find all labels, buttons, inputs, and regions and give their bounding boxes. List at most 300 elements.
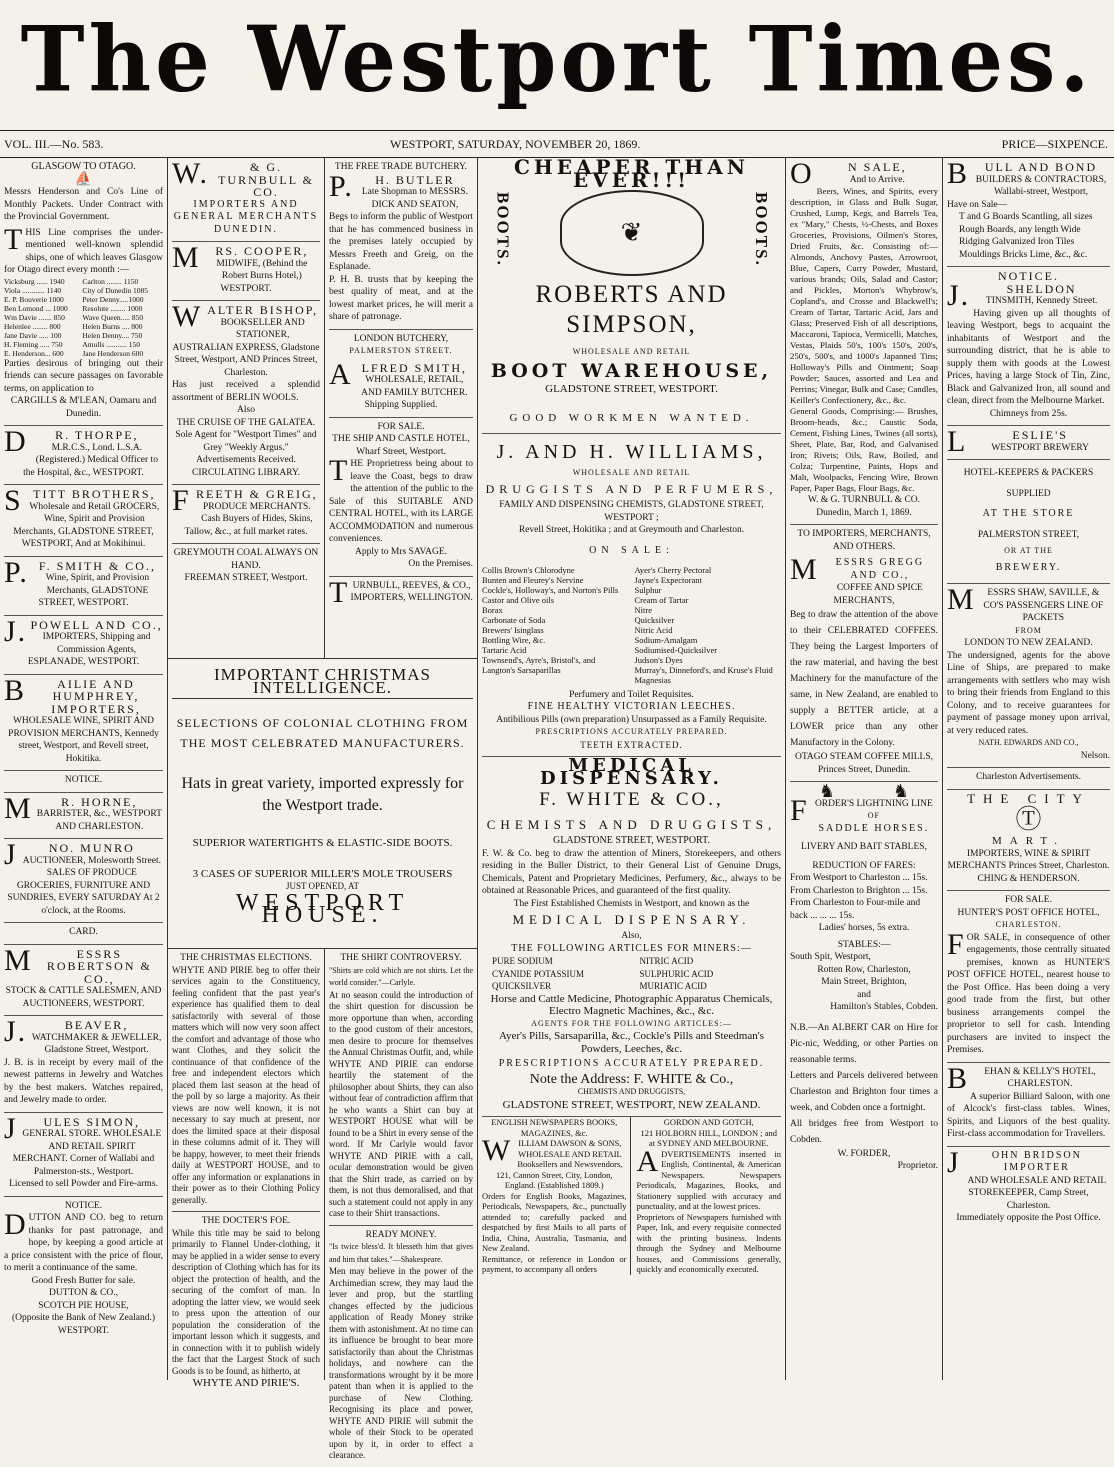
- ad-heading: JNO. MUNRO: [4, 838, 135, 871]
- ad-text: T and G Boards Scantling, all sizes Rough Boards, any length Wide Ridging Galvanized Iron Tiles Mouldings Bricks Lime, &c., &c.: [959, 212, 1093, 260]
- ad-text: A superior Billiard Saloon, with one of Alcock's first-class tables. Wines, Spirits, and Liquors of the best quality. First-class accommodation for Travellers.: [947, 1091, 1110, 1139]
- ad-heading: ON SALE:: [589, 544, 674, 556]
- ad-text: Wine, Spirit, and Provision Merchants, GLADSTONE STREET, WESTPORT.: [38, 573, 150, 608]
- list-item: Tartaric Acid: [482, 644, 527, 655]
- advert-greymouth: [172, 544, 320, 590]
- list-item: Brewers' Isinglass: [482, 624, 544, 635]
- ad-text: AGENTS FOR THE FOLLOWING ARTICLES:—: [531, 1018, 732, 1028]
- ad-heading: F. WHITE & CO.,: [539, 789, 724, 810]
- ad-text: BARRISTER, &c., WESTPORT AND CHARLESTON.: [36, 809, 162, 832]
- ad-heading: LONDON TO NEW ZEALAND.: [964, 638, 1093, 648]
- ad-heading: THE CITY: [967, 790, 1090, 806]
- boots-row: [482, 186, 781, 280]
- ad-text: W. FORDER,: [837, 1148, 891, 1159]
- advert-butler: [329, 158, 473, 330]
- ad-text: Horse and Cattle Medicine, Photographic Apparatus Chemicals, Electro Magnetic Machines, &c., &c.: [490, 992, 773, 1017]
- goods-right: [635, 565, 782, 685]
- ad-heading: J.SHELDON: [947, 278, 1077, 312]
- advert-powell: [4, 616, 163, 675]
- advert-hotel-keepers: [947, 460, 1110, 584]
- ad-text: M.R.C.S., Lond. L.S.A. (Registered.) Medical Officer to the Hospital, &c., WESTPORT.: [23, 442, 158, 478]
- ad-text: AUCTIONEER, Molesworth Street. SALES OF PRODUCE GROCERIES, FURNITURE AND SUNDRIES, EVERY SATURDAY At 2 o'clock, at the Rooms.: [7, 855, 161, 916]
- ship-cell: Wm Davie ....... 850: [4, 312, 65, 322]
- ad-text: THE SHIP AND CASTLE HOTEL,: [332, 434, 470, 444]
- advert-reeves: [329, 577, 473, 610]
- list-item: Nitre: [634, 604, 652, 615]
- advert-robertson: [4, 945, 163, 1017]
- ad-text: On the Premises.: [408, 559, 473, 569]
- advert-baillie: [4, 675, 163, 772]
- advert-bull-bond: [947, 158, 1110, 267]
- ship-cell: Wave Queen..... 850: [82, 312, 144, 322]
- column-3-lower: [325, 948, 478, 1460]
- ad-text: JUST OPENED, AT: [285, 881, 360, 891]
- advert-smith: [4, 557, 163, 616]
- advert-on-sale: [790, 158, 938, 525]
- ad-text: Has just received a splendid assortment of BERLIN WOOLS.: [172, 380, 320, 403]
- ad-text: Begs to inform the public of Westport that he has commenced business in the premises lately occupied by Messrs Freeth and Greig, on the Esplanade.: [329, 212, 473, 272]
- advert-freeth: [172, 485, 320, 544]
- column-3: [325, 158, 478, 658]
- ad-heading: ENGLISH NEWSPAPERS BOOKS, MAGAZINES, &c.: [491, 1117, 618, 1138]
- ad-heading: READY MONEY.: [365, 1229, 437, 1240]
- ship-cell: H. Fleming ..... 750: [4, 339, 63, 349]
- ad-heading: BULL AND BOND: [947, 157, 1098, 190]
- ad-text: CARGILLS & M'LEAN, Oamaru and Dunedin.: [10, 396, 157, 419]
- ad-text: Perfumery and Toilet Requisites.: [569, 689, 694, 700]
- ship-cell: Helenlee ........ 800: [4, 321, 61, 331]
- advert-elections: [172, 949, 320, 1212]
- ad-text: WHYTE AND PIRIE beg to offer their services again to the Constituency, feeling confident that the past year's experience has qualified them to deal satisfactorily with several of those matters which will now very soon affect the comfort and advantage of those who want Clothes, and they solicit the continuance of that confidence of the free and independent electors which placed them last season at the head of the poll by so large a majority. As their views are now well known, it is not necessary to say much at present, nor does the limited space at their disposal in these columns admit of it. They will be happy, however, to meet their friends daily at WESTPORT HOUSE, and to offer any information or explanations in their power as to their Clothing Policy generally.: [172, 964, 320, 1205]
- ad-heading: Charleston Advertisements.: [975, 772, 1081, 782]
- advert-dutton: [4, 1197, 163, 1343]
- ship-cell: Jane Davie ..... 100: [4, 330, 62, 340]
- list-item: Judson's Dyes: [634, 654, 683, 665]
- ad-heading: J.POWELL AND CO.,: [4, 614, 163, 648]
- ad-text: GLADSTONE STREET, WESTPORT, NEW ZEALAND.: [502, 1098, 761, 1111]
- ad-heading: GLASGOW TO OTAGO.: [31, 161, 136, 172]
- ad-text: WHOLESALE AND RETAIL Booksellers and Newsvendors, 121, Cannon Street, City, London, England. (Established 1809.): [495, 1148, 623, 1190]
- list-item: Carbonate of Soda: [482, 614, 546, 625]
- advert-notice: [4, 771, 163, 793]
- column-5: [786, 158, 943, 1380]
- ad-text: Messrs Henderson and Co's Line of Monthly Packets. Under Contract with the Provincial Government.: [4, 187, 163, 222]
- list-item: Bunten and Fleurey's Nervine: [482, 574, 584, 585]
- ad-text: At no season could the introduction of the shirt question for discussion be more opportune than when, according to the good custom of their ancestors, men desire to procure for themselves the Annual Christmas Outfit, and, while WHYTE AND PIRIE can endorse heartily the statement of the philosopher about Shirts, they can also without fear of contradiction affirm that he who wants a Shirt can buy at WESTPORT HOUSE what will be found to be a Shirt in every sense of the word. If Mr Carlyle would favor WHYTE AND PIRIE with a call, ocular demonstration would be given that the Shirt trade, as carried on by them, is not thus demoralised, and that such a statement could not apply in any case to their Shirt transactions.: [329, 989, 473, 1218]
- advert-turnbull: [172, 158, 320, 242]
- column-4: [478, 155, 786, 1380]
- fare-row: From Westport to Charleston ... 15s.: [790, 873, 928, 883]
- ad-text: ADVERTISEMENTS inserted in English, Continental, & American Newspapers. Newspapers Periodicals, Magazines, Books, and Stationery supplied with accuracy and punctuality, and at the lowest prices.: [636, 1144, 781, 1211]
- ad-heading: TO IMPORTERS, MERCHANTS, AND OTHERS.: [797, 529, 931, 552]
- list-item: Murray's, Dinneford's, and Kruse's Fluid Magnesias: [634, 664, 773, 685]
- ad-text: PRESCRIPTIONS ACCURATELY PREPARED.: [498, 1058, 765, 1069]
- ad-text: Proprietor.: [897, 1161, 938, 1171]
- ad-text: 121 HOLBORN HILL, LONDON ; and at SYDNEY AND MELBOURNE.: [640, 1127, 777, 1148]
- ad-text: BUILDERS & CONTRACTORS, Wallabi-street, Westport,: [975, 174, 1107, 197]
- ad-heading: THE FREE TRADE BUTCHERY.: [334, 162, 468, 172]
- ad-heading: NOTICE.: [64, 1200, 103, 1211]
- ad-text: GLADSTONE STREET, WESTPORT.: [553, 835, 710, 846]
- advert-for-sale: [329, 418, 473, 577]
- ad-text: NATH. EDWARDS AND CO.,: [978, 738, 1079, 747]
- ship-cell: Jane Henderson 600: [82, 348, 144, 358]
- ad-text: Shipping Supplied.: [364, 400, 438, 410]
- list-item: Collis Brown's Chlorodyne: [482, 564, 575, 575]
- ad-text: THIS Line comprises the under-mentioned well-known splendid ships, one of which leaves Glasgow for Otago direct every month :—: [4, 222, 163, 275]
- ad-text: While this title may be said to belong primarily to Flannel Under-clothing, it may be applied in a wider sense to every description of Clothing which has for its object the protection of health, and the securing of the comfort of man. In adopting the latter view, we would seek to press upon the attention of our population the consideration of the important lesson which it suggests, and in connection with it to publish widely the fact that the Largest Stock of such Goods is to be found, as hitherto, at: [172, 1227, 320, 1376]
- ad-heading: ON SALE,: [790, 157, 907, 190]
- advert-gregg: [790, 525, 938, 782]
- ad-text: Good Fresh Butter for sale.: [31, 1275, 136, 1286]
- tea-ornament-icon: Ⓣ: [1015, 805, 1042, 834]
- ad-text: CHING & HENDERSON.: [977, 873, 1080, 884]
- ad-text: Also: [237, 405, 255, 415]
- advert-behan: [947, 1063, 1110, 1147]
- ad-text: Revell Street, Hokitika ; and at Greymouth and Charleston.: [518, 525, 745, 535]
- ad-heading: NOTICE.: [64, 775, 103, 785]
- advert-card: [4, 923, 163, 945]
- ad-text: FROM: [1015, 625, 1042, 635]
- ad-heading: NOTICE.: [998, 269, 1059, 283]
- ad-heading: ALFRED SMITH,: [329, 357, 467, 391]
- advert-english: [482, 1117, 631, 1275]
- ad-text: Letters and Parcels delivered between Charleston and Brighton four times a week, and Cobden once a fortnight.: [790, 1070, 938, 1113]
- ad-text: OTAGO STEAM COFFEE MILLS,: [794, 752, 934, 762]
- ad-text: N.B.—An ALBERT CAR on Hire for Pic-nic, Wedding, or other Parties on reasonable terms.: [790, 1022, 938, 1065]
- advert-cooper: [172, 242, 320, 301]
- ad-text: GOOD WORKMEN WANTED.: [509, 411, 754, 424]
- ad-heading: CARD.: [69, 927, 98, 937]
- ad-heading: MEDICAL DISPENSARY.: [512, 912, 751, 927]
- ad-text: Late Shopman to MESSRS. DICK AND SEATON,: [361, 187, 468, 210]
- ship-cell: Peter Denny.....1000: [82, 294, 144, 304]
- columns: [0, 155, 1114, 1460]
- ad-text: FAMILY AND DISPENSING CHEMISTS, GLADSTONE STREET, WESTPORT ;: [499, 500, 764, 523]
- ad-heading: J. AND H. WILLIAMS,: [496, 440, 767, 463]
- masthead: [0, 0, 1114, 120]
- ship-cell: Ben Lomond ... 1000: [4, 303, 68, 313]
- list-item: Cockle's, Holloway's, and Norton's Pills: [482, 584, 619, 595]
- ad-text: BREWERY.: [995, 561, 1062, 573]
- ad-text: All bridges free from Westport to Cobden.: [790, 1118, 938, 1145]
- ad-text: SADDLE HORSES.: [818, 822, 930, 834]
- ad-text: The First Established Chemists in Westport, and known as the: [513, 898, 750, 909]
- list-item: Sodium-Amalgam: [634, 634, 698, 645]
- ad-text: Having given up all thoughts of leaving Westport, begs to acquaint the inhabitants of Westport and the surrounding district, that he is able to supply them with goods at the Lowest Prices, having a large Stock of Tin, Zinc, Black and Galvanized Iron, all sound and clean, direct from the Melbourne Market.: [947, 308, 1110, 406]
- ad-text: SUPPLIED: [1006, 488, 1051, 499]
- ship-icon: ⛵: [74, 171, 93, 187]
- ad-heading: MR. HORNE,: [4, 791, 138, 825]
- column-6: [943, 158, 1114, 1380]
- ad-text: Remittance, or reference in London or payment, to accompany all orders: [482, 1253, 627, 1274]
- ad-heading: P.F. SMITH & CO.,: [4, 555, 156, 589]
- list-item: Bottling Wire, &c.: [482, 634, 546, 645]
- ad-heading: STITT BROTHERS,: [4, 484, 156, 517]
- list-item: Castor and Olive oils: [482, 594, 555, 605]
- ship-cell: Vicksburg ...... 1940: [4, 276, 65, 286]
- ad-text: AT THE STORE: [982, 508, 1075, 519]
- stable-row: South Spit, Westport,: [790, 952, 871, 962]
- ad-heading: MESSRS SHAW, SAVILLE, & CO'S PASSENGERS LINE OF PACKETS: [947, 583, 1104, 623]
- ad-heading: LONDON BUTCHERY,: [353, 333, 449, 344]
- stable-row: and: [857, 989, 871, 1000]
- ad-text: IMPORTERS, WINE & SPIRIT MERCHANTS Princes Street, Charleston.: [947, 848, 1110, 871]
- ad-heading: FOR SALE.: [1005, 895, 1052, 905]
- ad-text: THE FOLLOWING ARTICLES FOR MINERS:—: [511, 942, 752, 954]
- ad-text: PRESCRIPTIONS ACCURATELY PREPARED.: [535, 727, 728, 736]
- advert-simon: [4, 1113, 163, 1197]
- horse-icon: ♞: [818, 781, 836, 801]
- advert-thorpe: [4, 426, 163, 485]
- ad-text: "Shirts are cold which are not shirts. Let the world consider."—Carlyle.: [329, 965, 473, 987]
- advert-medical: [482, 757, 781, 1117]
- ad-text: CHARLESTON.: [995, 920, 1062, 929]
- ad-text: AND WHOLESALE AND RETAIL STOREKEEPER, Camp Street, Charleston.: [967, 1175, 1107, 1211]
- ad-text: Apply to Mrs SAVAGE.: [354, 546, 448, 557]
- ad-text: STABLES:—: [837, 939, 891, 950]
- ad-text: Also,: [621, 931, 642, 941]
- ad-heading: THE CHRISTMAS ELECTIONS.: [180, 953, 312, 963]
- christmas-block: [168, 658, 478, 948]
- ad-text: Wholesale and Retail GROCERS, Wine, Spirit and Provision Merchants, GLADSTONE STREET, WESTPORT, And at Mokihinui.: [13, 501, 160, 549]
- miners-left: [492, 955, 634, 993]
- ad-text: Have on Sale—: [947, 199, 1008, 210]
- ad-text: GLADSTONE STREET, WESTPORT.: [545, 383, 718, 395]
- list-item: Sodiumised-Quicksilver: [634, 644, 718, 655]
- ad-text: WHOLESALE, RETAIL, AND FAMILY BUTCHER.: [361, 375, 468, 398]
- ad-heading: ROBERTS AND SIMPSON,: [535, 281, 728, 338]
- ad-text: P. H. B. trusts that by keeping the best quality of meat, and at the lowest market prices, he will merit a share of patronage.: [329, 274, 473, 322]
- advert-hunter: [947, 891, 1110, 1063]
- list-item: Borax: [482, 604, 503, 615]
- advert-london-butchery: [329, 330, 473, 418]
- ad-heading: HOTEL-KEEPERS & PACKERS: [963, 468, 1094, 478]
- list-item: NITRIC ACID: [639, 956, 694, 966]
- column-2-lower: [168, 948, 325, 1389]
- ad-text: Sole Agent for "Westport Times" and Grey "Weekly Argus.": [175, 430, 317, 453]
- ad-text: Chimneys from 25s.: [989, 408, 1068, 419]
- volume-number: VOL. III.—No. 583.: [4, 137, 104, 151]
- ad-text: STOCK & CATTLE SALESMEN, AND AUCTIONEERS, WESTPORT.: [5, 986, 162, 1009]
- advert-bishop: [172, 301, 320, 485]
- ship-cell: E. P. Bouverie 1000: [4, 294, 64, 304]
- ad-heading: WALTER BISHOP,: [172, 300, 319, 333]
- goods-left: [482, 565, 629, 685]
- ad-text: W. & G. TURNBULL & CO. Dunedin, March 1, 1869.: [807, 495, 921, 518]
- ad-text: BOOKSELLER AND STATIONER, AUSTRALIAN EXPRESS, Gladstone Street, Westport, AND Princes Street, Charleston.: [172, 317, 320, 378]
- ad-heading: FOR SALE.: [377, 421, 425, 432]
- ad-text: BOOTS.: [752, 192, 771, 267]
- ad-text: WHOLESALE WINE, SPIRIT AND PROVISION MERCHANTS, Kennedy street, Westport, and Revell street, Hokitika.: [8, 716, 159, 764]
- miners-list: [482, 955, 781, 993]
- ad-heading: THE SHIRT CONTROVERSY.: [340, 953, 462, 963]
- ad-text: Hats in great variety, imported expressly for the Westport trade.: [181, 775, 464, 814]
- ad-text: "Is twice bless'd. It blesseth him that gives and him that takes."—Shakespeare.: [329, 1242, 473, 1264]
- ad-text: Licensed to sell Powder and Fire-arms.: [9, 1179, 158, 1189]
- ad-text: Beg to draw the attention of the above to their CELEBRATED COFFEES. They being the Largest Importers of the raw material, and having the best Machinery for the manufacture of the same, in New Zealand, are enabled to supply a BETTER article, at a LOWER price than any other Manufactory in the Colony.: [790, 610, 938, 748]
- advert-stitt: [4, 485, 163, 557]
- list-item: Cream of Tartar: [634, 594, 689, 605]
- ship-cell: Viola ............ 1140: [4, 285, 62, 295]
- ad-text: FINE HEALTHY VICTORIAN LEECHES.: [527, 701, 736, 712]
- ad-text: IMPORTERS, WELLINGTON.: [350, 593, 473, 603]
- ad-text: J. B. is in receipt by every mail of the newest patterns in Jewelry and Watches by the best makers. Watches repaired, and Jewelry made to order.: [4, 1057, 163, 1105]
- ad-text: General Goods, Comprising:— Brushes, Broom-heads, &c.; Caustic Soda, Cement, Fishing Lines, Twines (all sorts), Sheet, Plate, Bar, Rod, and Galvanised Iron; Rivets; Oils, Raw, Boiled, and Colza; Turpentine, Paints, Hops and Malt, Woolpacks, Fencing Wire, Brown Paper, Paper Bags, Flour Bags, &c.: [790, 406, 938, 493]
- list-item: Jayne's Expectorant: [634, 574, 702, 585]
- ad-text: WHOLESALE AND RETAIL: [572, 347, 691, 356]
- ad-text: THE Proprietress being about to leave the Coast, begs to draw the attention of the public to the Sale of this SUITABLE AND CENTRAL HOTEL, with its LARGE ACCOMMODATION and numerous conveniences.: [329, 454, 473, 544]
- ad-text: PALMERSTON STREET.: [349, 346, 453, 355]
- list-item: Sulphur: [634, 584, 662, 595]
- publication-date: WESTPORT, SATURDAY, NOVEMBER 20, 1869.: [390, 137, 641, 151]
- ad-text: PALMERSTON STREET,: [977, 529, 1080, 540]
- ad-text: Advertisements Received.: [196, 455, 296, 465]
- ad-heading: P.H. BUTLER: [329, 169, 455, 203]
- ad-text: F. W. & Co. beg to draw the attention of Miners, Storekeepers, and others residing in the Buller District, to their General List of Genuine Drugs, Chemicals, Patent and Proprietary Medicines, Perfumery, &c., always to be obtained at Reasonable Prices, and guaranteed of the first quality.: [482, 848, 781, 896]
- ad-text: CHEMISTS AND DRUGGISTS,: [486, 817, 777, 832]
- ship-cell: Helen Burns .... 800: [82, 321, 143, 331]
- ad-text: FREEMAN STREET, Westport.: [184, 573, 308, 583]
- miners-right: [640, 955, 782, 993]
- ad-text: FOR SALE, in consequence of other engagements, those centrally situated premises, known as HUNTER'S POST OFFICE HOTEL, nearest house to the Post Office. Has been doing a very good trade from the first, but other business arrangements compel the proprietor to sell for cash. Intending purchasers are invited to inspect the Premises.: [947, 927, 1110, 1055]
- column-1: [0, 158, 168, 1380]
- ad-heading: TURNBULL, REEVES, & CO.,: [329, 575, 471, 609]
- list-item: CYANIDE POTASSIUM: [492, 968, 585, 979]
- horse-icon: ♞: [892, 781, 910, 801]
- ad-heading: J.BEAVER,: [4, 1015, 129, 1048]
- ad-text: IMPORTERS, Shipping and Commission Agents, ESPLANADE, WESTPORT.: [27, 632, 151, 667]
- ad-heading: BEHAN & KELLY'S HOTEL, CHARLESTON.: [947, 1061, 1096, 1095]
- ad-heading: LESLIE'S: [947, 425, 1068, 458]
- fare-row: From Charleston to Four-mile and back ... ... ... 15s.: [790, 898, 921, 921]
- ad-heading: CHEAPER THAN EVER!!!: [513, 155, 750, 192]
- ad-heading: MESSRS ROBERTSON & CO.,: [4, 943, 152, 986]
- ad-heading: JULES SIMON,: [4, 1111, 141, 1145]
- list-item: Ayer's Cherry Pectoral: [634, 564, 712, 575]
- ship-cell: E. Henderson... 600: [4, 348, 64, 358]
- ad-text: WHOLESALE AND RETAIL: [572, 467, 691, 477]
- ad-heading: BAILIE AND HUMPHREY, IMPORTERS,: [4, 673, 141, 716]
- ad-text: CIRCULATING LIBRARY.: [191, 467, 301, 478]
- ad-heading: MART.: [991, 835, 1066, 847]
- ad-text: (Opposite the Bank of New Zealand.) WESTPORT.: [12, 1313, 155, 1336]
- stable-row: Rotten Row, Charleston,: [817, 964, 911, 975]
- ad-heading: GREYMOUTH COAL ALWAYS ON HAND.: [173, 548, 319, 571]
- ad-text: TINSMITH, Kennedy Street.: [985, 296, 1098, 306]
- stable-row: Hamilton's Stables, Cobden.: [830, 1002, 938, 1012]
- ad-text: TEETH EXTRACTED.: [580, 739, 683, 750]
- ad-text: WATCHMAKER & JEWELLER, Gladstone Street, Westport.: [31, 1032, 162, 1055]
- ad-heading: Note the Address: F. WHITE & Co.,: [529, 1071, 734, 1087]
- list-item: Townsend's, Ayre's, Bristol's, and Langton's Sarsaparillas: [482, 654, 596, 675]
- advert-sheldon: [947, 267, 1110, 426]
- list-item: Quicksilver: [634, 614, 675, 625]
- ad-text: Beers, Wines, and Spirits, every description, in Glass and Bulk Sugar, Crushed, Lump, Kegs, and Barrels Tea, ex "Mary," Chests, ½-Chests, and Boxes Groceries, Provisions, Oilmen's Stores, Dried Fruits, &c. Consisting of:— Almonds, Anchovy Pastes, Arrowroot, Blue, Capers, Curry Powder, Mustard, various brands; Oils, Salad and Castor; and Pickles, Morton's Whybrow's, Copland's, and Crosse and Blackwell's; Cream of Tartar, Tartaric Acid, Jars and Glass; Preserved Fish of all descriptions, Maccaroni, Tapioca, Vermicelli, Matches, Vestas, Plaids 50's, 100's 150's, 200's, 250's, 500's, and 1000's Japanned Tins; Holloway's Pills and Ointment; Soap Powder; Sauces, assorted and Lea and Perrins; Vinegar, Bulk and Case; Candles, Keiller's Confectionery, &c., &c.: [790, 186, 938, 405]
- ad-heading: THE DOCTER'S FOE.: [201, 1216, 291, 1226]
- divider: [172, 698, 473, 699]
- advert-williams: [482, 434, 781, 758]
- ad-text: LIVERY AND BAIT STABLES,: [801, 842, 927, 852]
- advert-bridson: [947, 1147, 1110, 1230]
- newspaper-title: The Westport Times.: [20, 6, 1094, 113]
- ad-text: IMPORTERS AND GENERAL MERCHANTS DUNEDIN.: [173, 198, 319, 235]
- ad-heading: JOHN BRIDSON IMPORTER: [947, 1145, 1082, 1179]
- ad-text: Parties desirous of bringing out their friends can secure passages on favorable terms, on application to: [4, 358, 163, 394]
- ad-heading: MESSRS GREGG AND CO.,: [790, 553, 925, 586]
- column-2: [168, 158, 325, 658]
- ad-text: REDUCTION OF FARES:: [812, 860, 916, 871]
- ad-text: SELECTIONS OF COLONIAL CLOTHING FROM THE MOST CELEBRATED MANUFACTURERS.: [176, 716, 469, 750]
- ad-text: PRODUCE MERCHANTS. Cash Buyers of Hides, Skins, Tallow, &c., at full market rates.: [184, 501, 313, 537]
- ad-heading: WILLIAM DAWSON & SONS,: [482, 1134, 622, 1167]
- advert-shirt: [329, 949, 473, 1226]
- ad-text: DUTTON AND CO. beg to return thanks for past patronage, and hope, by keeping a good article at a price consistent with the price of flour, to merit a continuance of the same.: [4, 1208, 163, 1273]
- ad-text: Immediately opposite the Post Office.: [956, 1213, 1101, 1223]
- ad-heading: SCOTCH PIE HOUSE,: [38, 1300, 129, 1311]
- ad-text: Antibilious Pills (own preparation) Unsurpassed as a Family Requisite.: [496, 714, 767, 725]
- fare-row: From Charleston to Brighton ... 15s.: [790, 885, 928, 896]
- ship-cell: City of Dunedin 1085: [82, 285, 148, 295]
- ad-text: THE CRUISE OF THE GALATEA.: [176, 417, 316, 428]
- ad-text: Ladies' horses, 5s extra.: [818, 923, 910, 933]
- ad-heading: DR. THORPE,: [4, 425, 139, 458]
- ad-text: And to Arrive.: [849, 174, 905, 185]
- advert-charleston: [947, 768, 1110, 790]
- ad-text: Princes Street, Dunedin.: [817, 764, 911, 775]
- advert-gordon: [637, 1117, 782, 1275]
- ad-heading: WHYTE AND PIRIE'S.: [192, 1377, 300, 1389]
- advert-leslie: [947, 426, 1110, 460]
- ad-heading: WESTPORT HOUSE.: [235, 889, 410, 928]
- ad-text: WESTPORT BREWERY: [991, 442, 1090, 453]
- ad-text: MIDWIFE, (Behind the Robert Burns Hotel,) WESTPORT.: [216, 258, 308, 294]
- horse-icons: [790, 781, 938, 801]
- ad-heading: IMPORTANT CHRISTMAS INTELLIGENCE.: [213, 665, 432, 697]
- ship-cell: Amulls ........... 150: [82, 339, 141, 349]
- list-item: Nitric Acid: [634, 624, 673, 635]
- ad-heading: W.& G. TURNBULL & CO.: [172, 157, 314, 199]
- ad-text: Men may believe in the power of the Archimedian screw, they may laud the lever and prop, but the startling changes effected by the judicious application of Ready Money strike them with astonishment. At no time can its influence be brought to bear more satisfactorily than about the Christmas holidays, and nowhere can the transformations wrought by it be more patent than when it is applied to the purchase of New Clothing. Recognising its place and power, WHYTE AND PIRIE will submit the whole of their Stock to be operated upon by it, in order to effect a clearance.: [329, 1266, 473, 1460]
- ad-heading: GORDON AND GOTCH,: [663, 1117, 754, 1127]
- advert-shaw: [947, 584, 1110, 768]
- stable-row: Main Street, Brighton,: [821, 977, 907, 987]
- ships-table: [4, 277, 163, 358]
- price: PRICE—SIXPENCE.: [1001, 137, 1108, 151]
- boot-ornament-icon: ❦: [560, 190, 704, 276]
- ad-text: CHEMISTS AND DRUGGISTS,: [577, 1087, 686, 1096]
- dateline: [0, 130, 1114, 158]
- ad-text: Proprietors of Newspapers furnished with Paper, Ink, and every requisite connected with the printing business. Indents through the Sydney and Melbourne houses, and Commissions generally, quickly and economically executed.: [636, 1211, 781, 1274]
- ad-heading: BOOT WAREHOUSE,: [490, 359, 773, 382]
- ad-text: COFFEE AND SPICE MERCHANTS,: [833, 583, 923, 606]
- ad-text: GENERAL STORE. WHOLESALE AND RETAIL SPIRIT MERCHANT. Corner of Wallabi and Palmerston-sts., Westport.: [12, 1129, 162, 1177]
- ad-text: Nelson.: [1080, 750, 1110, 761]
- ship-cell: Resolute ........ 1000: [82, 303, 143, 313]
- advert-roberts-simpson: [482, 155, 781, 434]
- ad-text: BOOTS.: [493, 192, 513, 267]
- advert-horne: [4, 793, 163, 840]
- ad-text: Ayer's Pills, Sarsaparilla, &c., Cockle's Pills and Steedman's Powders, Leeches, &c.: [499, 1030, 764, 1055]
- ad-heading: MRS. COOPER,: [172, 241, 309, 274]
- list-item: MURIATIC ACID: [639, 981, 707, 991]
- advert-beaver: [4, 1016, 163, 1113]
- ad-text: 3 CASES OF SUPERIOR MILLER'S MOLE TROUSERS: [192, 867, 453, 880]
- ad-heading: FORDER'S LIGHTNING LINE: [790, 793, 933, 827]
- ad-text: Orders for English Books, Magazines, Periodicals, Newspapers, &c., punctually attended to; carefully packed and despatched by first Mails to all parts of India, China, Australia, Tasmania, and New Zealand.: [482, 1190, 627, 1253]
- ad-text: DUTTON & CO.,: [49, 1288, 118, 1298]
- advert-glasgow: [4, 158, 163, 426]
